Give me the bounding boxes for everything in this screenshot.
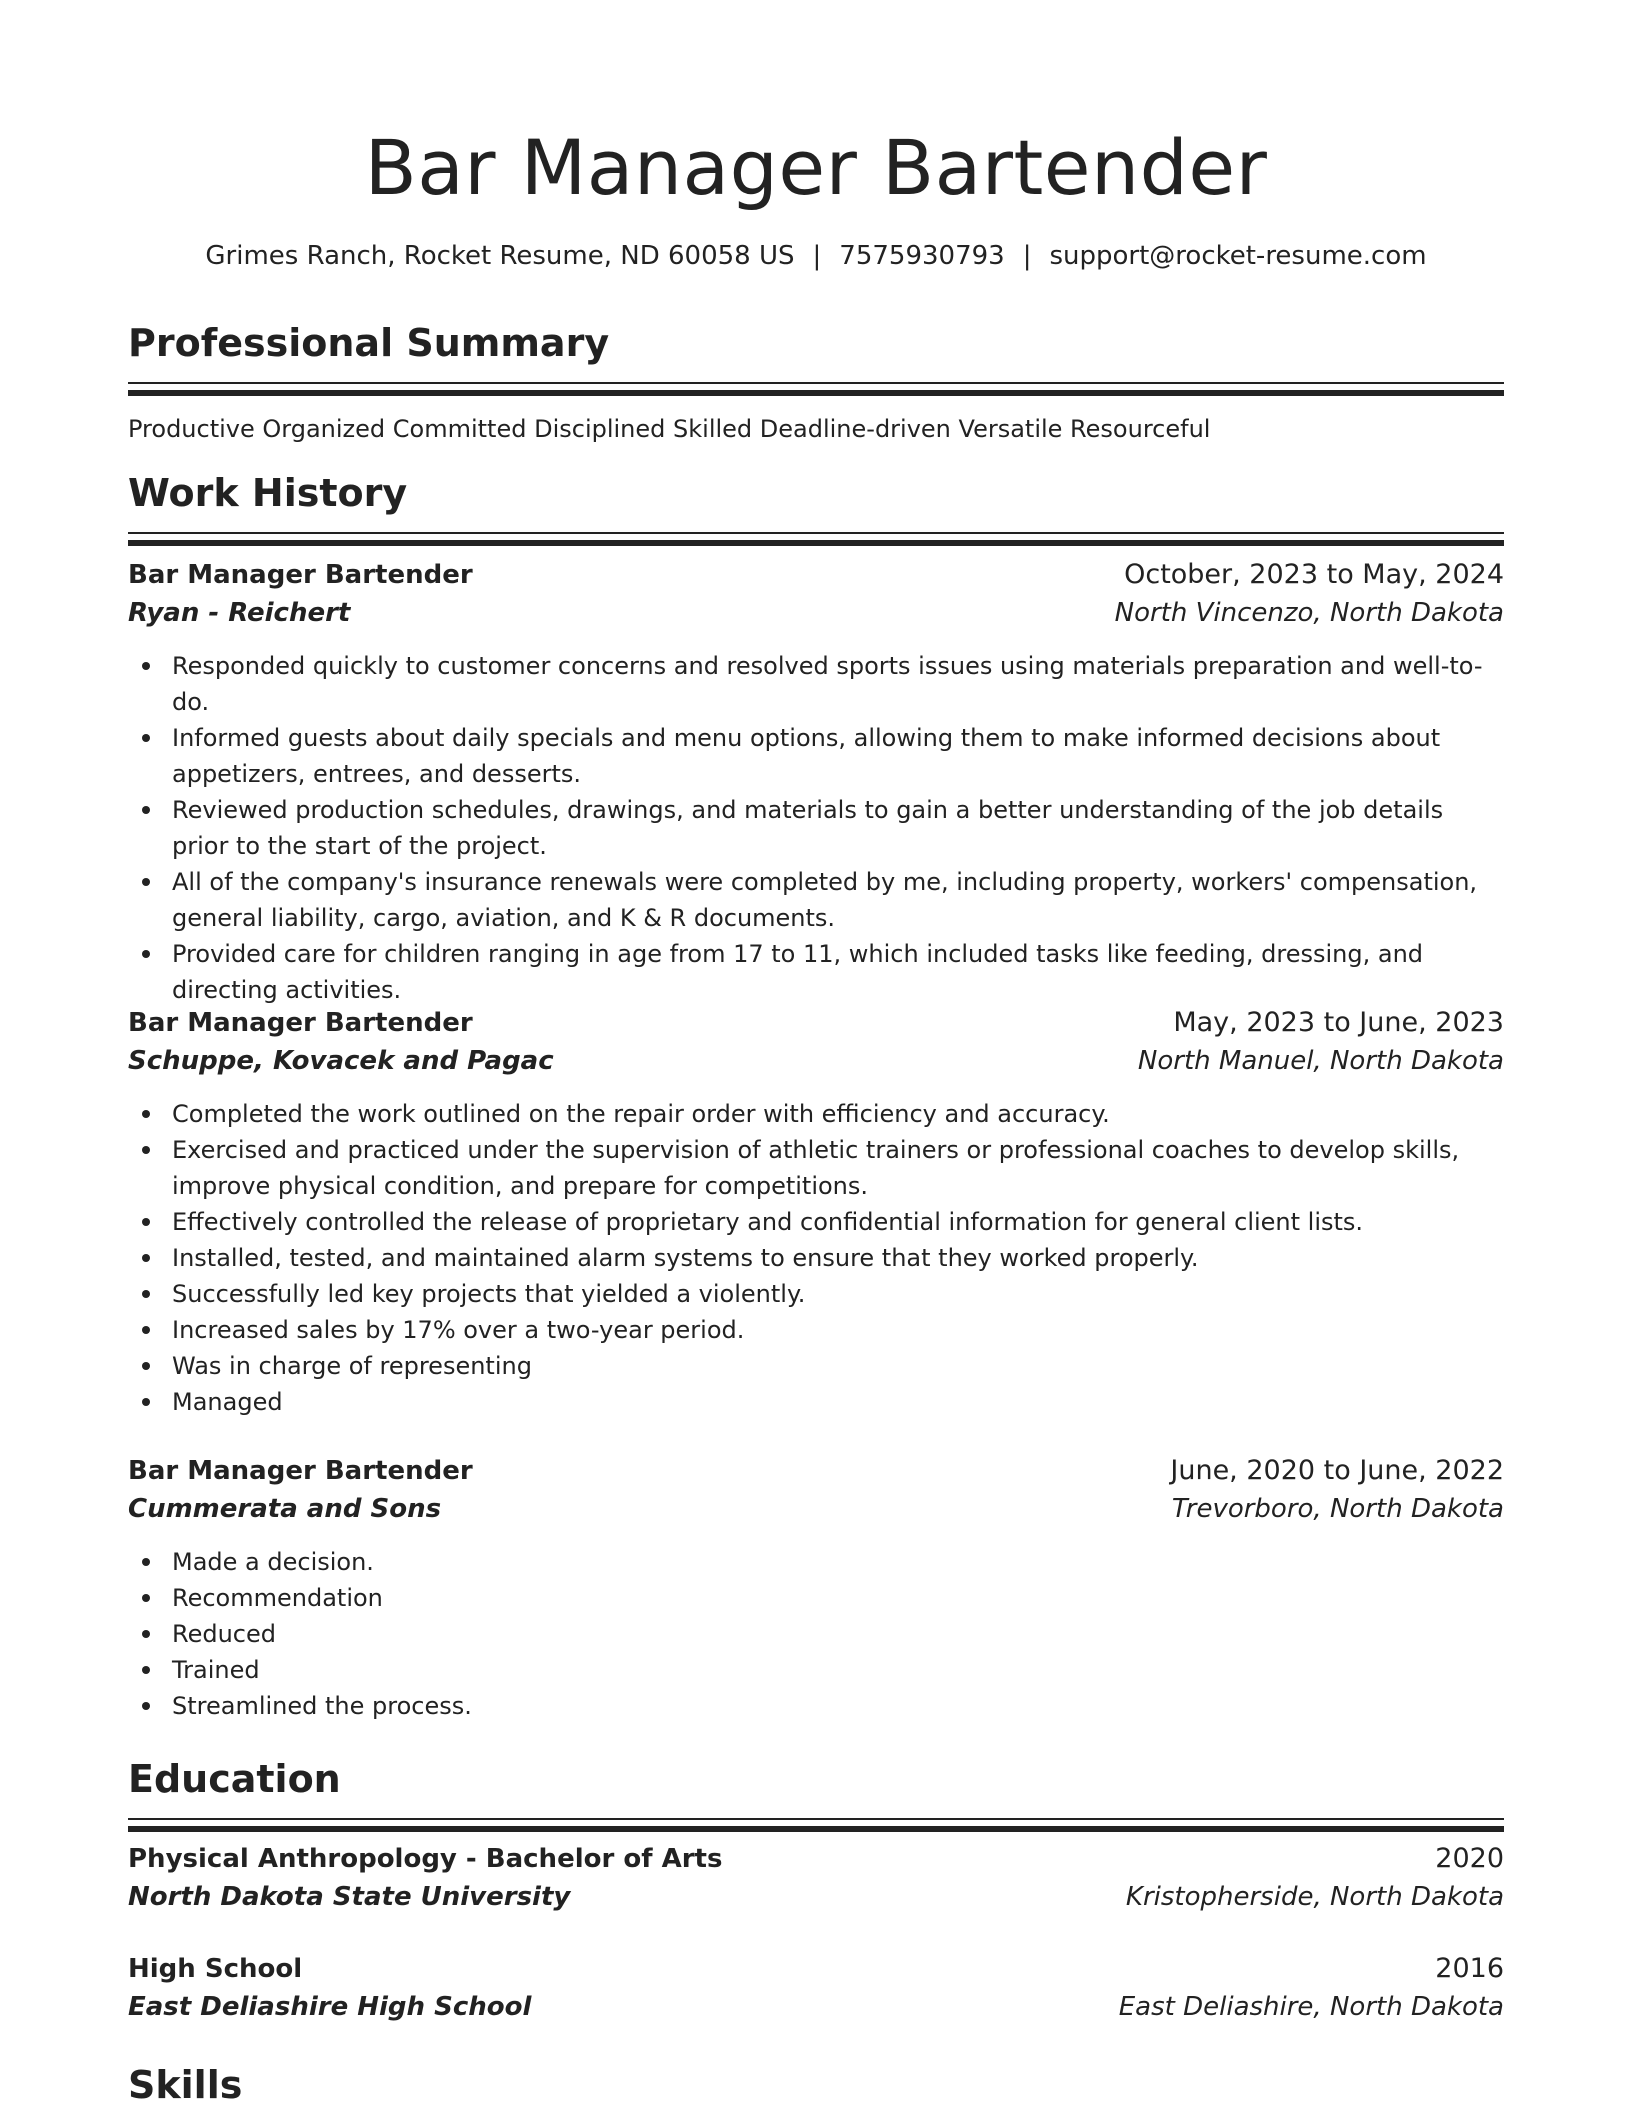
degree-title: High School (128, 1954, 303, 1984)
company-name: Cummerata and Sons (128, 1494, 442, 1524)
list-item: Streamlined the process. (172, 1688, 1504, 1724)
section-title: Work History (128, 471, 408, 515)
education-entry (128, 1950, 1504, 2026)
list-item: Responded quickly to customer concerns and resolved sports issues using materials preparation and well-to-do. (172, 648, 1504, 720)
section-divider (128, 532, 1504, 534)
school-location: Kristopherside, North Dakota (1125, 1882, 1504, 1912)
contact-separator: | (812, 241, 822, 271)
job-title: Bar Manager Bartender (128, 1008, 473, 1038)
list-item: All of the company's insurance renewals were completed by me, including property, workers' compensation, general liability, cargo, aviation, and K & R documents. (172, 864, 1504, 936)
school-name: East Deliashire High School (128, 1992, 532, 2022)
graduation-year: 2016 (1435, 1953, 1504, 1984)
company-name: Schuppe, Kovacek and Pagac (128, 1046, 554, 1076)
contact-email: support@rocket-resume.com (1049, 241, 1427, 271)
education-section (128, 1754, 1504, 1832)
section-divider (128, 1826, 1504, 1832)
list-item: Increased sales by 17% over a two-year period. (172, 1312, 1504, 1348)
contact-line (128, 238, 1504, 274)
job-location: North Vincenzo, North Dakota (1114, 598, 1504, 628)
section-title: Education (128, 1757, 341, 1801)
list-item: Effectively controlled the release of proprietary and confidential information for general client lists. (172, 1204, 1504, 1240)
job-bullets (128, 1096, 1504, 1420)
contact-phone: 7575930793 (839, 241, 1005, 271)
school-location: East Deliashire, North Dakota (1118, 1992, 1504, 2022)
list-item: Recommendation (172, 1580, 1504, 1616)
section-divider (128, 390, 1504, 396)
list-item: Successfully led key projects that yielded a violently. (172, 1276, 1504, 1312)
work-history-section (128, 468, 1504, 546)
list-item: Reduced (172, 1616, 1504, 1652)
school-name: North Dakota State University (128, 1882, 571, 1912)
list-item: Installed, tested, and maintained alarm systems to ensure that they worked properly. (172, 1240, 1504, 1276)
job-dates: June, 2020 to June, 2022 (1170, 1455, 1504, 1486)
job-dates: May, 2023 to June, 2023 (1173, 1007, 1504, 1038)
list-item: Managed (172, 1384, 1504, 1420)
company-name: Ryan - Reichert (128, 598, 351, 628)
list-item: Exercised and practiced under the supervision of athletic trainers or professional coaches to develop skills, improve physical condition, and prepare for competitions. (172, 1132, 1504, 1204)
skills-section (128, 2060, 1504, 2110)
degree-title: Physical Anthropology - Bachelor of Arts (128, 1844, 723, 1874)
section-divider (128, 1818, 1504, 1820)
education-entry (128, 1840, 1504, 1916)
job-entry (128, 1004, 1504, 1420)
section-divider (128, 540, 1504, 546)
section-title: Skills (128, 2063, 243, 2107)
job-title: Bar Manager Bartender (128, 1456, 473, 1486)
list-item: Completed the work outlined on the repair order with efficiency and accuracy. (172, 1096, 1504, 1132)
job-entry (128, 1452, 1504, 1724)
list-item: Was in charge of representing (172, 1348, 1504, 1384)
job-bullets (128, 648, 1504, 1008)
list-item: Trained (172, 1652, 1504, 1688)
list-item: Reviewed production schedules, drawings, and materials to gain a better understanding of the job details prior to the start of the project. (172, 792, 1504, 864)
job-dates: October, 2023 to May, 2024 (1124, 559, 1504, 590)
section-divider (128, 382, 1504, 384)
job-location: North Manuel, North Dakota (1137, 1046, 1504, 1076)
list-item: Provided care for children ranging in age from 17 to 11, which included tasks like feeding, dressing, and directing activities. (172, 936, 1504, 1008)
contact-separator: | (1022, 241, 1032, 271)
list-item: Informed guests about daily specials and menu options, allowing them to make informed decisions about appetizers, entrees, and desserts. (172, 720, 1504, 792)
summary-section (128, 318, 1504, 446)
list-item: Made a decision. (172, 1544, 1504, 1580)
summary-text: Productive Organized Committed Disciplined Skilled Deadline-driven Versatile Resourceful (128, 415, 1211, 443)
job-entry (128, 556, 1504, 1008)
job-location: Trevorboro, North Dakota (1171, 1494, 1504, 1524)
candidate-name: Bar Manager Bartender (364, 123, 1268, 212)
job-title: Bar Manager Bartender (128, 560, 473, 590)
graduation-year: 2020 (1435, 1843, 1504, 1874)
contact-address: Grimes Ranch, Rocket Resume, ND 60058 US (205, 241, 795, 271)
section-title: Professional Summary (128, 321, 610, 365)
job-bullets (128, 1544, 1504, 1724)
